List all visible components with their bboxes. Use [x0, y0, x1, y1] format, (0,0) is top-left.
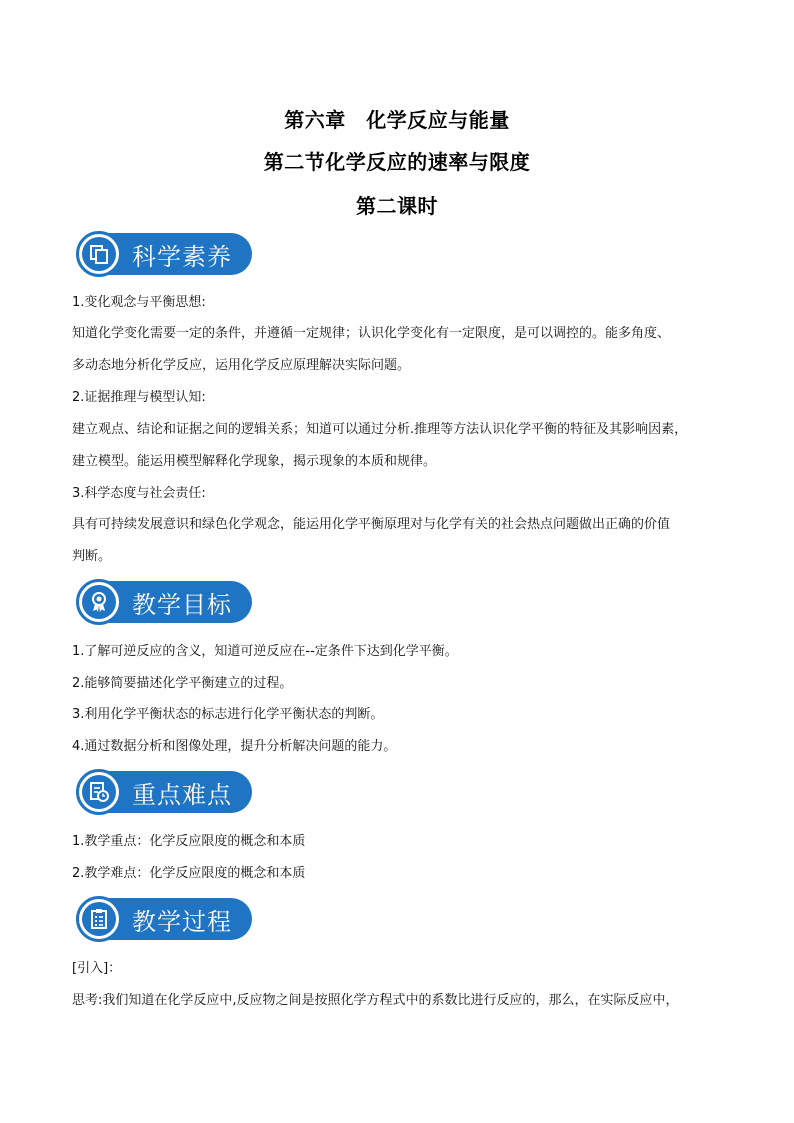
literacy-header-label: 科学素养	[132, 243, 232, 271]
literacy-line: 建立模型。能运用模型解释化学现象，揭示现象的本质和规律。	[72, 454, 437, 469]
literacy-line: 判断。	[72, 549, 112, 564]
checklist-icon	[88, 908, 110, 930]
literacy-line: 1.变化观念与平衡思想:	[72, 295, 206, 310]
section-title: 第二节化学反应的速率与限度	[263, 150, 531, 174]
header-icon-badge	[76, 579, 122, 625]
award-ribbon-icon	[88, 591, 110, 613]
header-icon-badge	[76, 231, 122, 277]
goals-header-label: 教学目标	[132, 591, 232, 619]
keypoints-line: 1.教学重点：化学反应限度的概念和本质	[72, 834, 306, 849]
chapter-title: 第六章 化学反应与能量	[284, 108, 510, 132]
goals-line: 1.了解可逆反应的含义，知道可逆反应在--定条件下达到化学平衡。	[72, 644, 458, 659]
goals-line: 4.通过数据分析和图像处理，提升分析解决问题的能力。	[72, 739, 397, 754]
literacy-line: 2.证据推理与模型认知:	[72, 390, 206, 405]
literacy-line: 建立观点、结论和证据之间的逻辑关系；知道可以通过分析.推理等方法认识化学平衡的特征及其影响因素，	[72, 422, 688, 437]
goals-line: 2.能够简要描述化学平衡建立的过程。	[72, 676, 293, 691]
process-line: 思考:我们知道在化学反应中,反应物之间是按照化学方程式中的系数比进行反应的，那么，在实际反应中，	[72, 993, 679, 1008]
header-icon-badge	[76, 769, 122, 815]
process-header	[76, 896, 252, 942]
literacy-line: 3.科学态度与社会责任:	[72, 486, 206, 501]
literacy-header	[76, 231, 252, 277]
document-clock-icon	[88, 781, 110, 803]
process-line: [引入]：	[72, 961, 122, 976]
literacy-line: 知道化学变化需要一定的条件，并遵循一定规律；认识化学变化有一定限度，是可以调控的。能多角度、	[72, 326, 671, 341]
documents-icon	[88, 243, 110, 265]
keypoints-line: 2.教学难点：化学反应限度的概念和本质	[72, 866, 306, 881]
process-header-label: 教学过程	[132, 908, 232, 936]
goals-line: 3.利用化学平衡状态的标志进行化学平衡状态的判断。	[72, 707, 384, 722]
keypoints-header	[76, 769, 252, 815]
literacy-line: 具有可持续发展意识和绿色化学观念，能运用化学平衡原理对与化学有关的社会热点问题做出正确的价值	[72, 517, 671, 532]
lesson-title: 第二课时	[356, 194, 438, 218]
keypoints-header-label: 重点难点	[132, 781, 232, 809]
header-icon-badge	[76, 896, 122, 942]
goals-header	[76, 579, 252, 625]
literacy-line: 多动态地分析化学反应，运用化学反应原理解决实际问题。	[72, 358, 411, 373]
